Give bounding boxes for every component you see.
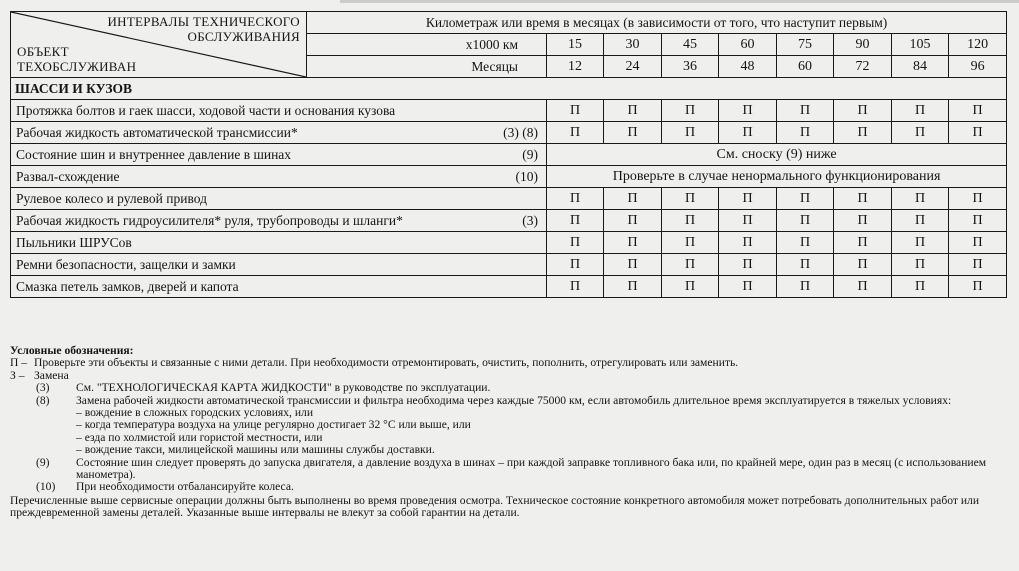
- item-cell: [11, 144, 547, 166]
- legend-notes: [10, 382, 1010, 407]
- interval-mark: П: [547, 276, 604, 298]
- interval-mark: П: [719, 232, 777, 254]
- interval-mark: П: [604, 188, 662, 210]
- row-note: Проверьте в случае ненормального функционирования: [547, 166, 1007, 188]
- legend-text: Замена: [34, 368, 69, 382]
- interval-mark: П: [547, 100, 604, 122]
- interval-mark: П: [834, 210, 892, 232]
- condition-bullet: – вождение такси, милицейской машины или машины службы доставки.: [76, 443, 435, 457]
- interval-mark: П: [949, 188, 1007, 210]
- footnote: [10, 382, 1010, 394]
- corner-bottom-line2: ТЕХОБСЛУЖИВАН: [17, 59, 137, 74]
- interval-mark: П: [834, 188, 892, 210]
- item-label: Рабочая жидкость автоматической трансмиссии*: [16, 124, 298, 140]
- legend-title: Условные обозначения:: [10, 344, 134, 357]
- footnote-text: При необходимости отбалансируйте колеса.: [76, 480, 294, 494]
- interval-mark: П: [892, 254, 949, 276]
- interval-mark: П: [547, 232, 604, 254]
- footnote-key: (10): [36, 480, 56, 494]
- interval-mark: П: [834, 276, 892, 298]
- section-title: ШАССИ И КУЗОВ: [11, 78, 1007, 100]
- km-value-15: 15: [547, 34, 604, 56]
- section-row: [11, 78, 1007, 100]
- interval-mark: П: [834, 232, 892, 254]
- footnote-key: (3): [36, 381, 50, 395]
- item-cell: [11, 166, 547, 188]
- interval-mark: П: [777, 210, 834, 232]
- item-cell: [11, 276, 547, 298]
- footnote: [10, 481, 1010, 493]
- table-row: [11, 188, 1007, 210]
- legend-key: П –: [10, 356, 28, 370]
- legend-item: [10, 357, 1010, 369]
- legend-text: Проверьте эти объекты и связанные с ними детали. При необходимости отремонтировать, очистить, пополнить, отрегулировать или заменить.: [34, 356, 739, 370]
- corner-top-line1: ИНТЕРВАЛЫ ТЕХНИЧЕСКОГО: [107, 14, 300, 29]
- interval-mark: П: [949, 276, 1007, 298]
- month-value-48: 48: [719, 56, 777, 78]
- table-row: [11, 276, 1007, 298]
- interval-mark: П: [662, 100, 719, 122]
- interval-mark: П: [892, 122, 949, 144]
- item-cell: [11, 122, 547, 144]
- legend-notes-2: [10, 457, 1010, 494]
- footnote-text: См. "ТЕХНОЛОГИЧЕСКАЯ КАРТА ЖИДКОСТИ" в руководстве по эксплуатации.: [76, 381, 491, 395]
- item-cell: [11, 188, 547, 210]
- item-ref: (10): [515, 169, 538, 184]
- interval-mark: П: [777, 188, 834, 210]
- month-value-12: 12: [547, 56, 604, 78]
- footnote-text: Замена рабочей жидкости автоматической трансмиссии и фильтра необходима через каждые 75000 км, если автомобиль длительное время эксплуатируется в тяжелых условиях:: [76, 393, 952, 407]
- km-value-75: 75: [777, 34, 834, 56]
- month-value-96: 96: [949, 56, 1007, 78]
- legend-key: З –: [10, 368, 25, 382]
- item-cell: [11, 100, 547, 122]
- interval-mark: П: [547, 188, 604, 210]
- corner-bottom-line1: ОБЪЕКТ: [17, 44, 69, 59]
- interval-mark: П: [662, 254, 719, 276]
- interval-mark: П: [604, 100, 662, 122]
- interval-mark: П: [604, 254, 662, 276]
- closing-paragraph: Перечисленные выше сервисные операции должны быть выполнены во время проведения осмотра. Техническое состояние конкретного автомобиля может потребовать дополнительных работ или преждевременной замены деталей. Указанные выше интервалы не влекут за собой гарантии на детали.: [10, 493, 980, 520]
- interval-mark: П: [892, 232, 949, 254]
- km-value-120: 120: [949, 34, 1007, 56]
- interval-mark: П: [892, 100, 949, 122]
- month-value-84: 84: [892, 56, 949, 78]
- legend-bullets: [10, 407, 1010, 457]
- condition-bullet: – когда температура воздуха на улице регулярно достигает 32 °С или выше, или: [76, 418, 471, 432]
- interval-mark: П: [892, 188, 949, 210]
- table-row: [11, 144, 1007, 166]
- item-label: Смазка петель замков, дверей и капота: [16, 278, 239, 294]
- item-label: Ремни безопасности, защелки и замки: [16, 256, 236, 272]
- condition-bullet: – вождение в сложных городских условиях, или: [76, 406, 314, 420]
- corner-bottom-label: [17, 44, 136, 74]
- month-value-24: 24: [604, 56, 662, 78]
- header-row-span: [11, 12, 1007, 34]
- interval-mark: П: [604, 232, 662, 254]
- interval-mark: П: [547, 122, 604, 144]
- corner-top-line2: ОБСЛУЖИВАНИЯ: [187, 29, 300, 44]
- km-value-30: 30: [604, 34, 662, 56]
- interval-mark: П: [662, 210, 719, 232]
- interval-mark: П: [719, 254, 777, 276]
- corner-top-label: [107, 14, 300, 44]
- condition-bullet: – езда по холмистой или гористой местности, или: [76, 430, 323, 444]
- legend: [10, 345, 1010, 520]
- item-ref: (9): [522, 147, 538, 162]
- item-ref: (3): [522, 213, 538, 228]
- item-label: Развал-схождение: [16, 168, 120, 184]
- maintenance-table: [10, 11, 1007, 298]
- table-row: [11, 254, 1007, 276]
- item-cell: [11, 232, 547, 254]
- interval-mark: П: [604, 276, 662, 298]
- interval-mark: П: [777, 100, 834, 122]
- interval-mark: П: [834, 122, 892, 144]
- footnote-text: Состояние шин следует проверять до запуска двигателя, а давление воздуха в шинах – при каждой заправке топливного бака или, по крайней мере, один раз в месяц (с использованием манометра).: [76, 455, 987, 482]
- km-label: x1000 км: [307, 34, 547, 56]
- footnote-key: (8): [36, 393, 50, 407]
- interval-mark: П: [949, 122, 1007, 144]
- row-note: См. сноску (9) ниже: [547, 144, 1007, 166]
- legend-items: [10, 357, 1010, 382]
- interval-mark: П: [662, 122, 719, 144]
- interval-mark: П: [777, 232, 834, 254]
- interval-mark: П: [547, 210, 604, 232]
- interval-mark: П: [662, 188, 719, 210]
- table-row: [11, 122, 1007, 144]
- interval-mark: П: [777, 254, 834, 276]
- item-cell: [11, 210, 547, 232]
- item-label: Протяжка болтов и гаек шасси, ходовой части и основания кузова: [16, 102, 396, 118]
- interval-mark: П: [834, 254, 892, 276]
- table-row: [11, 210, 1007, 232]
- interval-mark: П: [662, 232, 719, 254]
- top-banner-strip: [340, 0, 1019, 3]
- item-cell: [11, 254, 547, 276]
- month-value-60: 60: [777, 56, 834, 78]
- interval-mark: П: [834, 100, 892, 122]
- interval-mark: П: [777, 122, 834, 144]
- interval-mark: П: [719, 188, 777, 210]
- footnote-key: (9): [36, 455, 50, 469]
- interval-mark: П: [719, 100, 777, 122]
- interval-mark: П: [719, 122, 777, 144]
- table-row: [11, 100, 1007, 122]
- item-label: Состояние шин и внутреннее давление в шинах: [16, 146, 292, 162]
- item-label: Рулевое колесо и рулевой привод: [16, 190, 207, 206]
- footnote: [10, 457, 1010, 482]
- interval-mark: П: [604, 210, 662, 232]
- km-value-105: 105: [892, 34, 949, 56]
- item-label: Пыльники ШРУСов: [16, 234, 132, 250]
- km-value-60: 60: [719, 34, 777, 56]
- month-value-72: 72: [834, 56, 892, 78]
- interval-mark: П: [949, 210, 1007, 232]
- interval-mark: П: [949, 100, 1007, 122]
- interval-mark: П: [892, 276, 949, 298]
- header-corner-cell: [11, 12, 307, 78]
- interval-mark: П: [949, 232, 1007, 254]
- interval-mark: П: [547, 254, 604, 276]
- km-value-45: 45: [662, 34, 719, 56]
- table-row: [11, 232, 1007, 254]
- month-value-36: 36: [662, 56, 719, 78]
- interval-mark: П: [892, 210, 949, 232]
- interval-span-title: Километраж или время в месяцах (в зависимости от того, что наступит первым): [307, 12, 1007, 34]
- item-label: Рабочая жидкость гидроусилителя* руля, трубопроводы и шланги*: [16, 212, 403, 228]
- table-row: [11, 166, 1007, 188]
- interval-mark: П: [719, 210, 777, 232]
- km-value-90: 90: [834, 34, 892, 56]
- months-label: Месяцы: [307, 56, 547, 78]
- interval-mark: П: [719, 276, 777, 298]
- item-ref: (3) (8): [503, 125, 538, 140]
- interval-mark: П: [777, 276, 834, 298]
- interval-mark: П: [604, 122, 662, 144]
- interval-mark: П: [662, 276, 719, 298]
- interval-mark: П: [949, 254, 1007, 276]
